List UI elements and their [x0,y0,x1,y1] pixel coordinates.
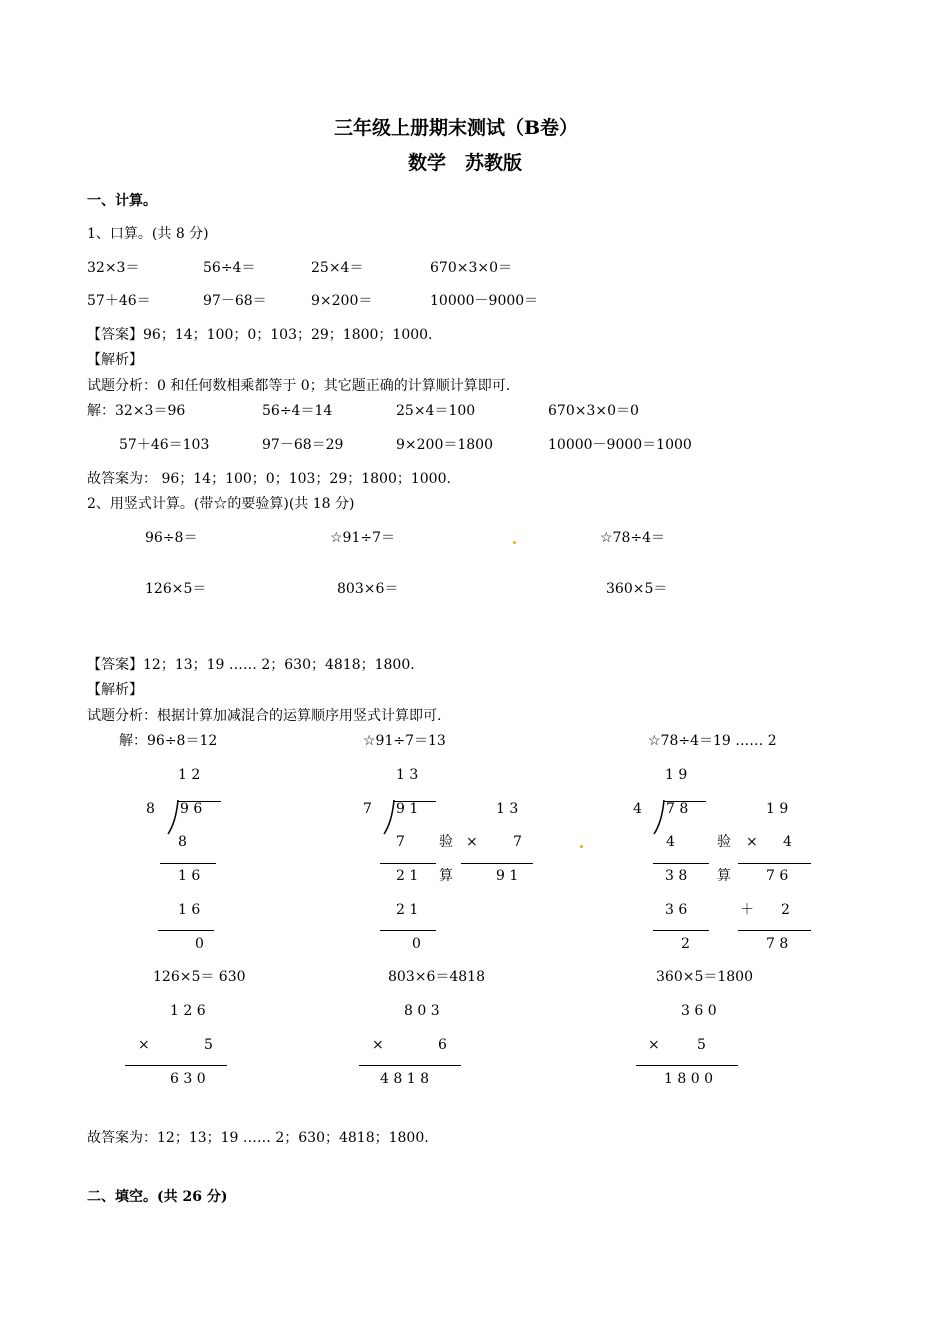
quotient: 1 3 [396,767,419,783]
partial: 2 1 [396,868,419,884]
problem: 360×5＝ [606,581,668,597]
rule [738,863,811,864]
mult-multiplier: 6 [438,1037,447,1053]
multiplication-equation: 360×5＝1800 [656,969,753,985]
check-label: 验 [717,834,731,850]
remainder: 2 [681,936,690,952]
mult-multiplier: 5 [697,1037,706,1053]
rule [380,863,436,864]
rule [461,863,533,864]
page-title: 三年级上册期末测试（B卷） [334,117,579,139]
rule [380,930,436,931]
mult-result: 6 3 0 [170,1071,206,1087]
mult-top: 3 6 0 [681,1003,717,1019]
rule [125,1065,227,1066]
solution: 57＋46＝103 [119,437,210,453]
subtrahend: 8 [178,834,187,850]
problem: 670×3×0＝ [430,260,512,276]
check-multiplier: 7 [513,834,522,850]
rule [653,930,709,931]
subtrahend: 3 6 [665,902,688,918]
rule [160,863,216,864]
question-label: 1、口算。(共 8 分) [87,226,209,242]
mult-result: 1 8 0 0 [664,1071,713,1087]
problem: 57＋46＝ [87,293,151,309]
page-subtitle: 数学 苏教版 [408,152,523,174]
check-operator: × [746,834,758,850]
check-multiplier: 4 [783,834,792,850]
partial: 3 8 [665,868,688,884]
solution: 10000－9000＝1000 [548,437,692,453]
solution: 25×4＝100 [396,403,476,419]
mult-operator: × [138,1037,150,1053]
division-equation: ☆78÷4＝19 …… 2 [648,733,777,749]
mult-top: 8 0 3 [404,1003,440,1019]
division-equation: 解：96÷8＝12 [119,733,218,749]
mult-top: 1 2 6 [170,1003,206,1019]
partial: 1 6 [178,868,201,884]
check-label: 算 [717,868,731,884]
problem: 32×3＝ [87,260,140,276]
answer-line: 【答案】96；14；100；0；103；29；1800；1000. [87,327,433,343]
problem: 803×6＝ [337,581,399,597]
subtrahend: 2 1 [396,902,419,918]
check-result: 9 1 [496,868,519,884]
problem: 25×4＝ [311,260,364,276]
problem: 9×200＝ [311,293,373,309]
multiplication-equation: 803×6＝4818 [388,969,485,985]
dividend: 7 8 [666,801,689,817]
problem: 97－68＝ [203,293,267,309]
subtrahend: 7 [396,834,405,850]
solution: 97－68＝29 [262,437,344,453]
check-operator: ＋ [740,902,754,918]
division-bracket [652,800,666,840]
dividend: 9 6 [180,801,203,817]
mult-operator: × [648,1037,660,1053]
divisor: 8 [146,801,155,817]
analysis-text: 试题分析：0 和任何数相乘都等于 0；其它题正确的计算顺计算即可. [87,378,511,394]
remainder: 0 [195,936,204,952]
check-label: 验 [439,834,453,850]
rule [738,930,811,931]
quotient: 1 2 [178,767,201,783]
problem: 10000－9000＝ [430,293,539,309]
rule [158,930,214,931]
check-result: 7 8 [766,936,789,952]
problem: ☆78÷4＝ [600,530,666,546]
rule [653,863,709,864]
analysis-label: 【解析】 [87,682,143,698]
check-addend: 2 [781,902,790,918]
division-equation: ☆91÷7＝13 [363,733,446,749]
mult-operator: × [372,1037,384,1053]
solution: 9×200＝1800 [396,437,493,453]
divisor: 7 [363,801,372,817]
divisor: 4 [633,801,642,817]
dividend: 9 1 [396,801,419,817]
stray-dot [580,845,583,848]
check-label: 算 [439,868,453,884]
check-top: 1 9 [766,801,789,817]
section-heading: 一、计算。 [87,193,157,209]
subtrahend: 1 6 [178,902,201,918]
subtrahend: 4 [666,834,675,850]
remainder: 0 [412,936,421,952]
final-answer: 故答案为： 96；14；100；0；103；29；1800；1000. [87,471,451,487]
rule [359,1065,461,1066]
analysis-text: 试题分析：根据计算加减混合的运算顺序用竖式计算即可. [87,708,442,724]
check-operator: × [466,834,478,850]
mult-multiplier: 5 [204,1037,213,1053]
mult-result: 4 8 1 8 [380,1071,429,1087]
stray-dot [513,541,516,544]
division-bracket [382,800,396,840]
problem: 56÷4＝ [203,260,256,276]
multiplication-equation: 126×5＝ 630 [153,969,246,985]
check-middle: 7 6 [766,868,789,884]
solution: 解：32×3＝96 [87,403,186,419]
problem: 126×5＝ [145,581,207,597]
final-answer: 故答案为：12；13；19 …… 2；630；4818；1800. [87,1130,429,1146]
rule [636,1065,738,1066]
solution: 670×3×0＝0 [548,403,639,419]
solution: 56÷4＝14 [262,403,333,419]
quotient: 1 9 [665,767,688,783]
section-heading: 二、填空。(共 26 分) [87,1189,228,1205]
answer-line: 【答案】12；13；19 …… 2；630；4818；1800. [87,657,415,673]
problem: ☆91÷7＝ [330,530,396,546]
analysis-label: 【解析】 [87,352,143,368]
question-label: 2、用竖式计算。(带☆的要验算)(共 18 分) [87,496,355,512]
problem: 96÷8＝ [145,530,198,546]
check-top: 1 3 [496,801,519,817]
